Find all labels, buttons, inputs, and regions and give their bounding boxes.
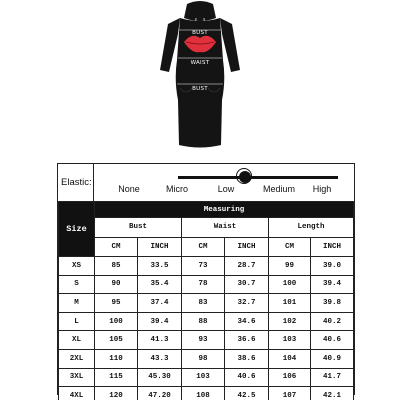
svg-text:WAIST: WAIST	[190, 60, 210, 66]
measurement-cell: 99	[269, 257, 311, 276]
measurement-cell: 41.7	[311, 368, 354, 387]
elastic-row	[58, 164, 353, 202]
measurement-cell: 40.6	[311, 331, 354, 350]
unit-header: INCH	[138, 237, 182, 256]
measurement-cell: 103	[269, 331, 311, 350]
elastic-option-high: High	[312, 184, 332, 194]
measurement-cell: 120	[95, 387, 138, 400]
table-row	[59, 257, 354, 276]
measurement-cell: 95	[95, 294, 138, 313]
measurement-cell: 45.30	[138, 368, 182, 387]
measuring-header: Measuring	[95, 202, 354, 218]
size-cell: 4XL	[59, 387, 95, 400]
size-rows	[59, 257, 354, 400]
unit-header: CM	[182, 237, 225, 256]
dress-illustration	[140, 0, 260, 155]
elastic-label: Elastic:	[58, 164, 94, 201]
unit-header: CM	[269, 237, 311, 256]
measurement-cell: 100	[269, 275, 311, 294]
measurement-cell: 101	[269, 294, 311, 313]
unit-header: INCH	[311, 237, 354, 256]
size-cell: M	[59, 294, 95, 313]
table-row	[59, 387, 354, 400]
size-cell: XL	[59, 331, 95, 350]
measurement-cell: 103	[182, 368, 225, 387]
length-header: Length	[269, 218, 354, 237]
elastic-option-low: Low	[217, 184, 235, 194]
unit-header: INCH	[225, 237, 269, 256]
measurement-cell: 43.3	[138, 349, 182, 368]
measurement-cell: 35.4	[138, 275, 182, 294]
size-cell: L	[59, 312, 95, 331]
table-row	[59, 312, 354, 331]
measurement-cell: 28.7	[225, 257, 269, 276]
elastic-option-none: None	[118, 184, 140, 194]
size-cell: XS	[59, 257, 95, 276]
size-column-header: Size	[59, 202, 95, 257]
measurement-cell: 110	[95, 349, 138, 368]
table-row	[59, 294, 354, 313]
measurement-cell: 37.4	[138, 294, 182, 313]
size-chart	[57, 163, 355, 400]
measurement-cell: 47.20	[138, 387, 182, 400]
measurement-cell: 39.0	[311, 257, 354, 276]
waist-header: Waist	[182, 218, 269, 237]
product-image	[140, 0, 260, 155]
size-cell: 3XL	[59, 368, 95, 387]
svg-text:BUST: BUST	[192, 86, 208, 92]
measurement-cell: 105	[95, 331, 138, 350]
elastic-option-micro: Micro	[166, 184, 188, 194]
measurement-cell: 106	[269, 368, 311, 387]
size-cell: S	[59, 275, 95, 294]
elastic-scale	[94, 164, 353, 201]
measurement-cell: 88	[182, 312, 225, 331]
elastic-selected-marker	[239, 171, 251, 183]
size-grid	[58, 201, 354, 400]
measurement-cell: 32.7	[225, 294, 269, 313]
size-cell: 2XL	[59, 349, 95, 368]
measurement-cell: 36.6	[225, 331, 269, 350]
measurement-cell: 33.5	[138, 257, 182, 276]
measurement-cell: 40.9	[311, 349, 354, 368]
bust-header: Bust	[95, 218, 182, 237]
measurement-cell: 30.7	[225, 275, 269, 294]
table-row	[59, 349, 354, 368]
elastic-scale-line	[178, 176, 338, 179]
measurement-cell: 78	[182, 275, 225, 294]
measurement-cell: 98	[182, 349, 225, 368]
measurement-cell: 115	[95, 368, 138, 387]
table-row	[59, 275, 354, 294]
measurement-cell: 42.5	[225, 387, 269, 400]
measurement-cell: 107	[269, 387, 311, 400]
measurement-cell: 73	[182, 257, 225, 276]
measurement-cell: 39.4	[138, 312, 182, 331]
measurement-cell: 39.4	[311, 275, 354, 294]
svg-text:BUST: BUST	[192, 30, 208, 36]
measurement-cell: 102	[269, 312, 311, 331]
measurement-cell: 42.1	[311, 387, 354, 400]
measurement-cell: 38.6	[225, 349, 269, 368]
measurement-cell: 83	[182, 294, 225, 313]
measurement-cell: 41.3	[138, 331, 182, 350]
measurement-cell: 90	[95, 275, 138, 294]
table-row	[59, 368, 354, 387]
measurement-cell: 104	[269, 349, 311, 368]
elastic-option-medium: Medium	[262, 184, 295, 194]
measurement-cell: 100	[95, 312, 138, 331]
measurement-cell: 40.2	[311, 312, 354, 331]
measurement-cell: 34.6	[225, 312, 269, 331]
unit-header: CM	[95, 237, 138, 256]
measurement-cell: 93	[182, 331, 225, 350]
measurement-cell: 85	[95, 257, 138, 276]
measurement-cell: 40.6	[225, 368, 269, 387]
measurement-cell: 39.8	[311, 294, 354, 313]
measurement-cell: 108	[182, 387, 225, 400]
table-row	[59, 331, 354, 350]
